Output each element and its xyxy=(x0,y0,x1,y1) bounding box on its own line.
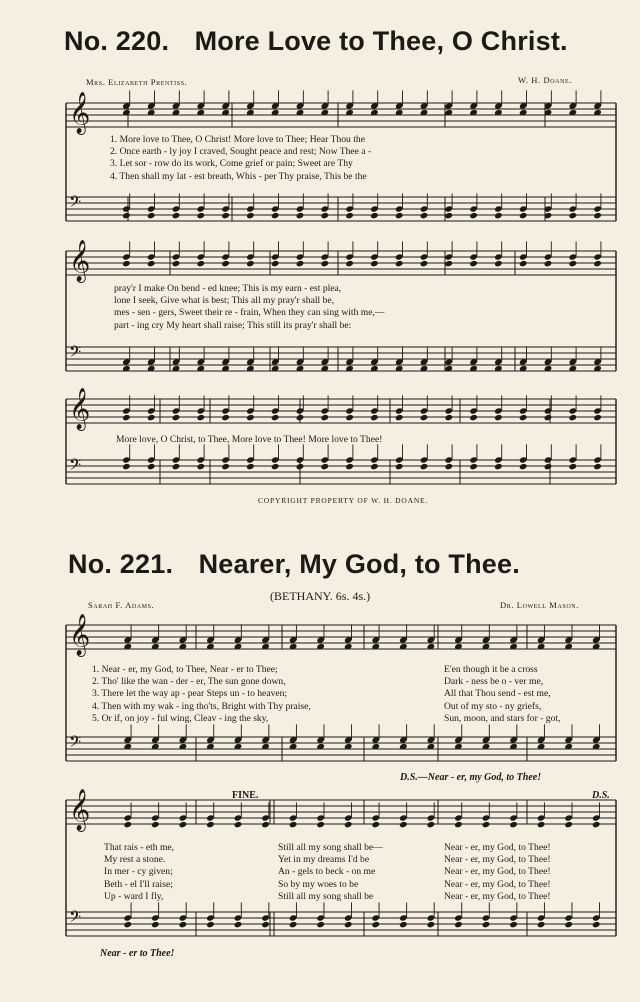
note-head xyxy=(206,821,215,828)
note-head xyxy=(445,414,454,421)
lyric-line: 1. More love to Thee, O Christ! More love to Thee; Hear Thou the xyxy=(110,134,365,145)
note-head xyxy=(345,212,354,219)
treble-clef-icon: 𝄞 xyxy=(69,240,91,282)
note-head xyxy=(399,821,408,828)
note-head xyxy=(197,463,206,470)
note-head xyxy=(454,821,463,828)
lyric-line: 2. Once earth - ly joy I craved, Sought peace and rest; Now Thee a - xyxy=(110,146,372,158)
note-head xyxy=(420,260,429,267)
lyric-line: Dark - ness be o - ver me, xyxy=(444,676,544,688)
note-head xyxy=(370,260,379,267)
note-head xyxy=(179,821,188,828)
hymn-220-system-2-lyrics xyxy=(114,283,385,332)
lyric-line: An - gels to beck - on me xyxy=(278,866,376,878)
hymn-220-composer: W. H. Doane. xyxy=(518,75,573,85)
note-head xyxy=(321,212,330,219)
note-head xyxy=(454,921,463,928)
hymn-220-title: More Love to Thee, O Christ. xyxy=(194,26,568,56)
lyric-line: Out of my sto - ny griefs, xyxy=(444,700,542,712)
lyric-line: Still all my song shall be xyxy=(278,890,374,902)
note-head xyxy=(296,212,305,219)
note-head xyxy=(124,921,133,928)
lyric-line: More love, O Christ, to Thee, More love to Thee! More love to Thee! xyxy=(116,434,383,445)
note-head xyxy=(420,463,429,470)
note-head xyxy=(147,414,156,421)
lyric-line: That rais - eth me, xyxy=(104,842,175,853)
note-head xyxy=(537,821,546,828)
note-head xyxy=(569,463,578,470)
hymn-220-system-3-lyrics xyxy=(116,434,382,446)
note-head xyxy=(494,260,503,267)
note-head xyxy=(344,921,353,928)
note-head xyxy=(469,212,478,219)
note-head xyxy=(427,821,436,828)
lyric-line: In mer - cy given; xyxy=(104,866,173,878)
note-head xyxy=(544,463,553,470)
note-head xyxy=(122,463,131,470)
note-head xyxy=(537,921,546,928)
lyric-line: pray'r I make On bend - ed knee; This is my earn - est plea, xyxy=(114,283,342,294)
note-head xyxy=(296,260,305,267)
note-head xyxy=(592,921,601,928)
lyric-line: 3. Let sor - row do its work, Come grief or pain; Sweet are Thy xyxy=(110,158,353,170)
hymn-221-fine-label: FINE. xyxy=(232,790,259,801)
note-head xyxy=(445,212,454,219)
note-head xyxy=(482,921,491,928)
note-head xyxy=(321,260,330,267)
note-head xyxy=(372,921,381,928)
note-head xyxy=(445,260,454,267)
note-head xyxy=(395,414,404,421)
note-head xyxy=(261,821,270,828)
note-head xyxy=(296,463,305,470)
lyric-line: mes - sen - gers, Sweet their re - frain, When they can sing with me,— xyxy=(114,307,385,319)
bass-clef-icon: 𝄢 xyxy=(69,907,82,931)
treble-clef-icon: 𝄞 xyxy=(69,614,91,656)
note-head xyxy=(344,821,353,828)
hymn-221-bottom-text: Near - er to Thee! xyxy=(100,948,175,959)
hymn-221-system-1-lyrics-left xyxy=(92,664,311,725)
lyric-line: Beth - el I'll raise; xyxy=(104,878,173,890)
lyric-line: 3. There let the way ap - pear Steps un - to heaven; xyxy=(92,688,288,700)
note-head xyxy=(172,463,181,470)
note-head xyxy=(593,212,602,219)
treble-clef-icon: 𝄞 xyxy=(69,388,91,430)
note-head xyxy=(271,260,280,267)
hymn-220-number: No. 220. xyxy=(64,26,170,56)
note-head xyxy=(469,463,478,470)
lyric-line: Near - er, my God, to Thee! xyxy=(444,878,551,890)
note-head xyxy=(593,260,602,267)
note-head xyxy=(569,260,578,267)
note-head xyxy=(197,414,206,421)
lyric-line: part - ing cry My heart shall raise; This still its pray'r shall be: xyxy=(114,319,352,331)
hymn-221-title: Nearer, My God, to Thee. xyxy=(198,549,520,579)
note-head xyxy=(420,212,429,219)
note-head xyxy=(445,463,454,470)
note-head xyxy=(509,921,518,928)
note-head xyxy=(289,921,298,928)
note-head xyxy=(246,414,255,421)
note-head xyxy=(395,463,404,470)
note-head xyxy=(206,921,215,928)
note-head xyxy=(494,414,503,421)
hymn-221-ds-label: D.S. xyxy=(592,790,610,801)
lyric-line: 4. Then with my wak - ing tho'ts, Bright with Thy praise, xyxy=(92,700,311,712)
lyric-line: Near - er, my God, to Thee! xyxy=(444,842,551,853)
lyric-line: Sun, moon, and stars for - got, xyxy=(444,712,561,724)
note-head xyxy=(147,212,156,219)
note-head xyxy=(122,212,131,219)
note-head xyxy=(592,821,601,828)
lyric-line: So by my woes to be xyxy=(278,878,359,890)
note-head xyxy=(296,414,305,421)
note-head xyxy=(399,921,408,928)
note-head xyxy=(370,463,379,470)
hymn-221-system-2-lyrics-c xyxy=(444,842,551,903)
note-head xyxy=(316,821,325,828)
note-head xyxy=(544,414,553,421)
lyric-line: Near - er, my God, to Thee! xyxy=(444,890,551,902)
note-head xyxy=(246,212,255,219)
hymn-220-lyricist: Mrs. Elizabeth Prentiss. xyxy=(86,77,188,87)
hymn-221-composer: Dr. Lowell Mason. xyxy=(500,600,579,610)
bass-clef-icon: 𝄢 xyxy=(69,732,82,756)
lyric-line: Up - ward I fly, xyxy=(104,890,164,902)
note-head xyxy=(147,463,156,470)
note-head xyxy=(370,212,379,219)
lyric-line: Near - er, my God, to Thee! xyxy=(444,854,551,866)
note-head xyxy=(151,921,160,928)
note-head xyxy=(122,414,131,421)
note-head xyxy=(246,260,255,267)
note-head xyxy=(172,212,181,219)
note-head xyxy=(519,414,528,421)
treble-clef-icon: 𝄞 xyxy=(69,92,91,134)
lyric-line: Near - er, my God, to Thee! xyxy=(444,866,551,878)
note-head xyxy=(197,212,206,219)
note-head xyxy=(345,414,354,421)
note-head xyxy=(221,463,230,470)
hymn-221-ds-line: D.S.—Near - er, my God, to Thee! xyxy=(400,772,542,783)
lyric-line: 4. Then shall my lat - est breath, Whis - per Thy praise, This be the xyxy=(110,170,367,182)
lyric-line: 5. Or if, on joy - ful wing, Cleav - ing the sky, xyxy=(92,712,269,724)
note-head xyxy=(345,260,354,267)
note-head xyxy=(564,921,573,928)
lyric-line: 1. Near - er, my God, to Thee, Near - er to Thee; xyxy=(92,664,278,675)
hymn-220-copyright: COPYRIGHT PROPERTY OF W. H. DOANE. xyxy=(258,496,429,505)
note-head xyxy=(221,414,230,421)
lyric-line: E'en though it be a cross xyxy=(444,664,538,675)
note-head xyxy=(271,463,280,470)
note-head xyxy=(519,260,528,267)
note-head xyxy=(172,260,181,267)
note-head xyxy=(482,821,491,828)
note-head xyxy=(271,212,280,219)
note-head xyxy=(469,260,478,267)
hymn-221-number: No. 221. xyxy=(68,549,174,579)
treble-clef-icon: 𝄞 xyxy=(69,789,91,831)
hymn-221-system-2-lyrics-a xyxy=(104,842,174,903)
note-head xyxy=(271,414,280,421)
note-head xyxy=(172,414,181,421)
note-head xyxy=(221,260,230,267)
note-head xyxy=(289,821,298,828)
hymn-221-system-2-lyrics-b xyxy=(278,842,383,903)
note-head xyxy=(569,414,578,421)
note-head xyxy=(519,463,528,470)
note-head xyxy=(569,212,578,219)
note-head xyxy=(395,212,404,219)
hymn-220-system-1-lyrics xyxy=(110,134,371,183)
note-head xyxy=(427,921,436,928)
note-head xyxy=(316,921,325,928)
note-head xyxy=(593,463,602,470)
note-head xyxy=(420,414,429,421)
note-head xyxy=(234,921,243,928)
bass-clef-icon: 𝄢 xyxy=(69,192,82,216)
lyric-line: Still all my song shall be— xyxy=(278,842,383,853)
note-head xyxy=(221,212,230,219)
note-head xyxy=(494,212,503,219)
hymn-221-system-1-lyrics-right xyxy=(444,664,560,725)
hymn-221-lyricist: Sarah F. Adams. xyxy=(88,600,155,610)
note-head xyxy=(509,821,518,828)
note-head xyxy=(124,821,133,828)
note-head xyxy=(179,921,188,928)
note-head xyxy=(519,212,528,219)
hymn-221-tune-meter: (BETHANY. 6s. 4s.) xyxy=(270,589,371,603)
note-head xyxy=(261,921,270,928)
lyric-line: lone I seek, Give what is best; This all my pray'r shall be, xyxy=(114,295,335,307)
note-head xyxy=(494,463,503,470)
note-head xyxy=(321,463,330,470)
lyric-line: My rest a stone. xyxy=(104,854,166,866)
note-head xyxy=(321,414,330,421)
note-head xyxy=(234,821,243,828)
lyric-line: 2. Tho' like the wan - der - er, The sun gone down, xyxy=(92,676,286,688)
note-head xyxy=(544,260,553,267)
note-head xyxy=(345,463,354,470)
note-head xyxy=(197,260,206,267)
hymn-221-heading xyxy=(68,549,520,580)
note-head xyxy=(370,414,379,421)
note-head xyxy=(395,260,404,267)
note-head xyxy=(147,260,156,267)
note-head xyxy=(122,260,131,267)
note-head xyxy=(246,463,255,470)
lyric-line: All that Thou send - est me, xyxy=(444,688,551,700)
bass-clef-icon: 𝄢 xyxy=(69,342,82,366)
lyric-line: Yet in my dreams I'd be xyxy=(278,854,370,866)
note-head xyxy=(564,821,573,828)
note-head xyxy=(372,821,381,828)
note-head xyxy=(469,414,478,421)
bass-clef-icon: 𝄢 xyxy=(69,455,82,479)
note-head xyxy=(151,821,160,828)
note-head xyxy=(593,414,602,421)
